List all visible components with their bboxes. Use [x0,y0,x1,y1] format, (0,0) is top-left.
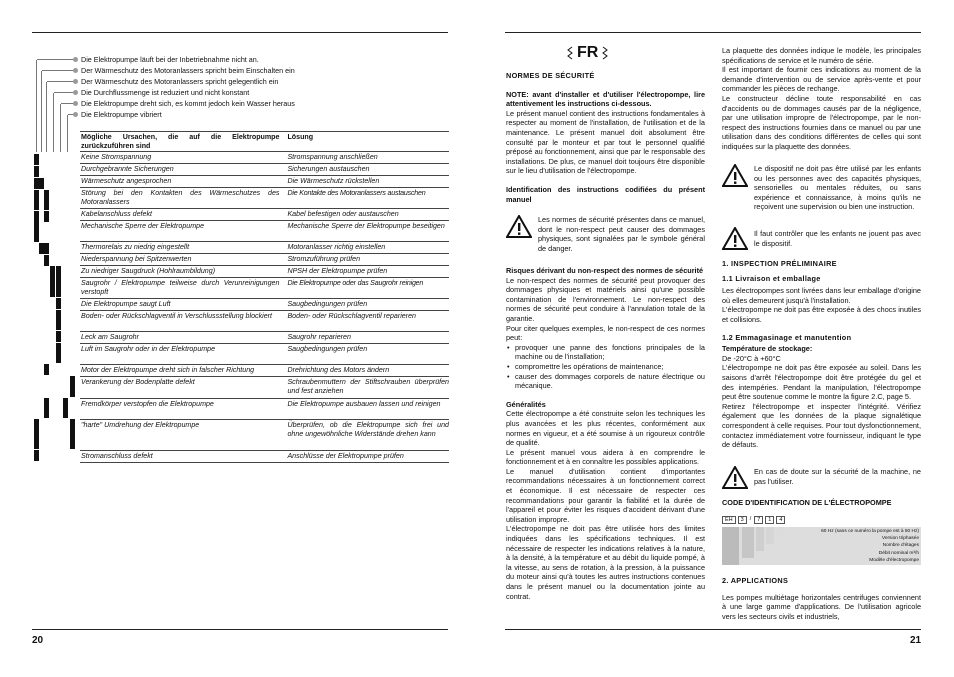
section-title: 1. INSPECTION PRÉLIMINAIRE [722,259,837,268]
symptom-item: Die Elektropumpe läuft bei der Inbetriebnahme nicht an. [81,54,259,65]
warning-text: Les normes de sécurité présentes dans ce manuel, dont le non-respect peut causer des dommages physiques, sont signalées par le symbole général de danger. [538,215,705,253]
warning-triangle-icon [722,466,748,489]
table-row: Verankerung der Bodenplatte defekt Schraubenmuttern der Stiftschrauben überprüfen und fest anziehen [80,377,449,399]
subheading: Température de stockage: [722,344,813,354]
symptom-item: Die Elektropumpe vibriert [81,109,162,120]
matrix-mark [63,398,68,418]
section-title: NORMES DE SÉCURITÉ [506,71,595,80]
code-box: / [749,516,752,522]
warning-text: Le dispositif ne doit pas être utilisé par les enfants ou les personnes avec des capacités physiques, sensorielles ou mentales réduites, ou sans expérience et connaissance, à moins qu'ils ne reçoivent une supervision ou bien une instruction. [754,164,921,212]
section-title: 2. APPLICATIONS [722,576,789,585]
language-tag: FR [566,44,609,62]
fr-column-2 [722,46,921,152]
paragraph: Les pompes multiétage horizontales centrifuges conviennent à une large gamme d'applications. De l'utilisation agricole vers les secteurs civils et industriels, [722,592,921,621]
code-box: 4 [776,516,785,524]
matrix-mark [34,211,39,222]
table-row: Mechanische Sperre der Elektropumpe Mechanische Sperre der Elektropumpe beseitigen [80,221,449,242]
matrix-mark [44,398,49,418]
warning-text: En cas de doute sur la sécurité de la machine, ne pas l'utiliser. [754,467,921,486]
subheading: Identification des instructions codifiées du présent manuel [506,184,705,204]
matrix-mark [56,310,61,330]
subheading: Risques dérivant du non-respect des normes de sécurité [506,266,704,275]
matrix-mark [44,211,49,222]
fr-column-2c [722,576,921,621]
code-label: Modèle d'électropompe [869,557,919,563]
table-row: Kabelanschluss defekt Kabel befestigen oder austauschen [80,209,449,221]
matrix-mark [56,331,61,342]
matrix-mark [44,190,49,210]
symptom-connector [41,71,42,152]
paragraph: Le manuel d'utilisation contient d'importantes recommandations nécessaires à un fonctionnement correct et économique. Il est nécessaire de respecter ces recommandations pour garantir la fiabilité et la durée de l'appareil et pour éviter les risques d'accident dérivant d'une utilisation impropre. [506,466,705,524]
matrix-mark [50,266,55,277]
matrix-mark [56,298,61,309]
table-row: Keine Stromspannung Stromspannung anschließen [80,152,449,164]
top-rule-left [32,32,448,33]
header-solution: Lösung [287,133,314,141]
table-row: Luft im Saugrohr oder in der Elektropumpe Saugbedingungen prüfen [80,344,449,365]
list-item: • compromettre les opérations de maintenance; [515,362,705,372]
code-box: 3 [738,516,747,524]
fr-column-2b [722,259,921,450]
subsection-title: 1.2 Emmagasinage et manutention [722,332,852,342]
symptom-item: Die Elektropumpe dreht sich, es kommt jedoch kein Wasser heraus [81,98,295,109]
paragraph: Le non-respect des normes de sécurité peut provoquer des dommages physiques et matériels ainsi qu'une possible contamination de l'environnement. Le non-respect des normes de sécurité peut conduire à l'annulation totale de la garantie. [506,275,705,323]
table-row: Fremdkörper verstopfen die Elektropumpe Die Elektropumpe ausbauen lassen und reinigen [80,399,449,420]
matrix-mark [44,243,49,254]
fr-column-1b [506,266,705,601]
bottom-rule-right [505,629,921,630]
warning-text: Il faut contrôler que les enfants ne jouent pas avec le dispositif. [754,229,921,248]
matrix-mark [50,277,55,297]
matrix-mark [56,266,61,277]
code-box: 1 [765,516,774,524]
note-text: NOTE: avant d'installer et d'utiliser l'électropompe, lire attentivement les instructions ci-dessous. [506,89,705,109]
table-row: Zu niedriger Saugdruck (Hohlraumbildung) NPSH der Elektropumpe prüfen [80,266,449,278]
code-label: Nombre d'étages [882,543,919,549]
symptom-connector [46,82,47,152]
subheading: Généralités [506,399,546,409]
code-label: Débit nominal m³/h [878,550,919,556]
matrix-mark [44,255,49,266]
bullet-dot-icon [73,79,78,84]
wave-left-icon [566,46,574,60]
symptom-connector [36,60,37,152]
symptom-item: Der Wärmeschutz des Motoranlassers spricht gelegentlich ein [81,76,278,87]
warning-triangle-icon [722,227,748,250]
warning-triangle-icon [722,164,748,187]
matrix-mark [70,419,75,449]
subsection-title: 1.1 Livraison et emballage [722,273,821,283]
page-number-left: 20 [32,635,44,646]
code-box: 7 [754,516,763,524]
paragraph: Il est important de fournir ces indications au moment de la demande d'intervention ou de service après-vente et pour commander les pièces de rechange. [722,65,921,94]
list-item: • causer des dommages corporels de nature électrique ou mécanique. [515,372,705,391]
code-box: EH [722,516,736,524]
pump-code-diagram [722,513,921,565]
matrix-mark [34,419,39,449]
bullet-dot-icon [73,57,78,62]
paragraph: Le présent manuel vous aidera à en comprendre le fonctionnement et à en connaître les possibles applications. [506,447,705,467]
matrix-mark [34,190,39,210]
bullet-list [506,343,705,391]
table-row: "harte" Umdrehung der Elektropumpe Überprüfen, ob die Elektropumpe sich frei und ohne ungewöhnliche Widerstände drehen kann [80,420,449,451]
code-title: CODE D'IDENTIFICATION DE L'ÉLECTROPOMPE [722,498,892,507]
table-row: Wärmeschutz angesprochen Die Wärmeschutz rückstellen [80,176,449,188]
header-cause: Mögliche Ursachen, die auf die Elektropumpe zurückzuführen sind [81,133,280,150]
table-row: Boden- oder Rückschlagventil in Verschlussstellung blockiert Boden- oder Rückschlagventil reparieren [80,311,449,332]
page-number-right: 21 [910,635,922,646]
matrix-mark [34,450,39,461]
table-row: Die Elektropumpe saugt Luft Saugbedingungen prüfen [80,299,449,311]
bullet-dot-icon [73,101,78,106]
paragraph: Cette électropompe a été construite selon les techniques les plus avancées et les plus récentes, conformément aux normes en vigueur, et a été soumise à un rigoureux contrôle de qualité. [506,409,705,448]
table-row: Motor der Elektropumpe dreht sich in falscher Richtung Drehrichtung des Motors ändern [80,365,449,377]
table-row: Durchgebrannte Sicherungen Sicherungen austauschen [80,164,449,176]
table-row: Niederspannung bei Spitzenwerten Stromzuführung prüfen [80,254,449,266]
symptom-item: Der Wärmeschutz des Motoranlassers spricht beim Einschalten ein [81,65,295,76]
matrix-mark [56,277,61,297]
fr-column-1 [506,71,705,204]
paragraph: Pour citer quelques exemples, le non-respect de ces normes peut: [506,323,705,343]
paragraph: Les électropompes sont livrées dans leur emballage d'origine où elles demeurent jusqu'à l'installation. [722,286,921,305]
matrix-mark [34,166,39,177]
list-item: • provoquer une panne des fonctions principales de la machine ou de l'installation; [515,343,705,362]
bullet-dot-icon [73,112,78,117]
code-label: Version triphasée [881,536,919,542]
wave-right-icon [601,46,609,60]
paragraph: L'électropompe ne doit pas être exposée à des chocs inutiles et collisions. [722,305,921,324]
table-row: Störung bei den Kontakten des Wärmeschutzes des Motoranlassers Die Kontakte des Motoranlassers austauschen [80,188,449,209]
symptom-connector [60,104,61,152]
paragraph: Le constructeur décline toute responsabilité en cas d'accidents ou de dommages causés par de la négligence, par une utilisation impropre de l'électropompe, par le non-respect des instructions fournies dans ce manuel ou par une utilisation dans des conditions différentes de celles qui sont indiquées sur la plaquette des données. [722,93,921,151]
table-row: Leck am Saugrohr Saugrohr reparieren [80,332,449,344]
table-header [80,131,449,152]
table-row: Saugrohr / Elektropumpe teilweise durch Verunreinigungen verstopft Die Elektropumpe oder das Saugrohr reinigen [80,278,449,299]
matrix-mark [34,222,39,242]
matrix-mark [70,376,75,397]
matrix-mark [39,178,44,189]
table-row: Thermorelais zu niedrig eingestellt Motoranlasser richtig einstellen [80,242,449,254]
paragraph: L'électropompe ne doit pas être utilisée hors des limites indiquées dans les spécifications techniques. Il est nécessaire de respecter les indications relatives à la nature, à la densité, à la température et au débit du liquide pompé, à la vitesse, au sens de rotation, à la pression, à la puissance du moteur ainsi qu'à toutes les autres instructions contenues dans le présent manuel ou la documentation jointe au contrat. [506,524,705,601]
troubleshooting-table [80,131,449,463]
paragraph: Le présent manuel contient des instructions fondamentales à respecter au moment de l'installation, de l'utilisation et de la maintenance. Le présent manuel doit absolument être consulté par le monteur et par tout le personnel qualifié préposé au fonctionnement, ainsi que par le responsable des installations. De plus, ce manuel doit toujours être disponible sur le lieu d'utilisation de l'électropompe. [506,108,705,176]
table-row: Stromanschluss defekt Anschlüsse der Elektropumpe prüfen [80,451,449,463]
paragraph: Retirez l'électropompe et inspecter l'intégrité. Vérifiez également que les données de la plaque signalétique correspondent à celle requises. Pour tout dysfonctionnement, contactez immédiatement votre fournisseur, indiquant le type de défauts. [722,401,921,450]
bottom-rule-left [32,629,448,630]
code-label: 60 Hz (sans ce numéro la pompe est à 50 Hz) [821,529,919,534]
matrix-mark [44,364,49,375]
bullet-dot-icon [73,90,78,95]
paragraph: De -20°C à +60°C [722,353,781,363]
symptom-connector [67,115,68,152]
paragraph: La plaquette des données indique le modèle, les principales spécifications de service et le numéro de série. [722,46,921,65]
symptom-item: Die Durchflussmenge ist reduziert und nicht konstant [81,87,249,98]
top-rule-right [505,32,921,33]
bullet-dot-icon [73,68,78,73]
matrix-mark [34,154,39,165]
symptom-connector [53,93,54,152]
paragraph: L'électropompe ne doit pas être exposée au soleil. Dans les saisons d'arrêt l'électropompe doit être protégée du gel et des intempéries. Pendant la manipulation, l'électropompe peut être soutenue comme le montre la figure 2.C, page 5. [722,363,921,402]
warning-triangle-icon [506,215,532,238]
matrix-mark [56,343,61,363]
